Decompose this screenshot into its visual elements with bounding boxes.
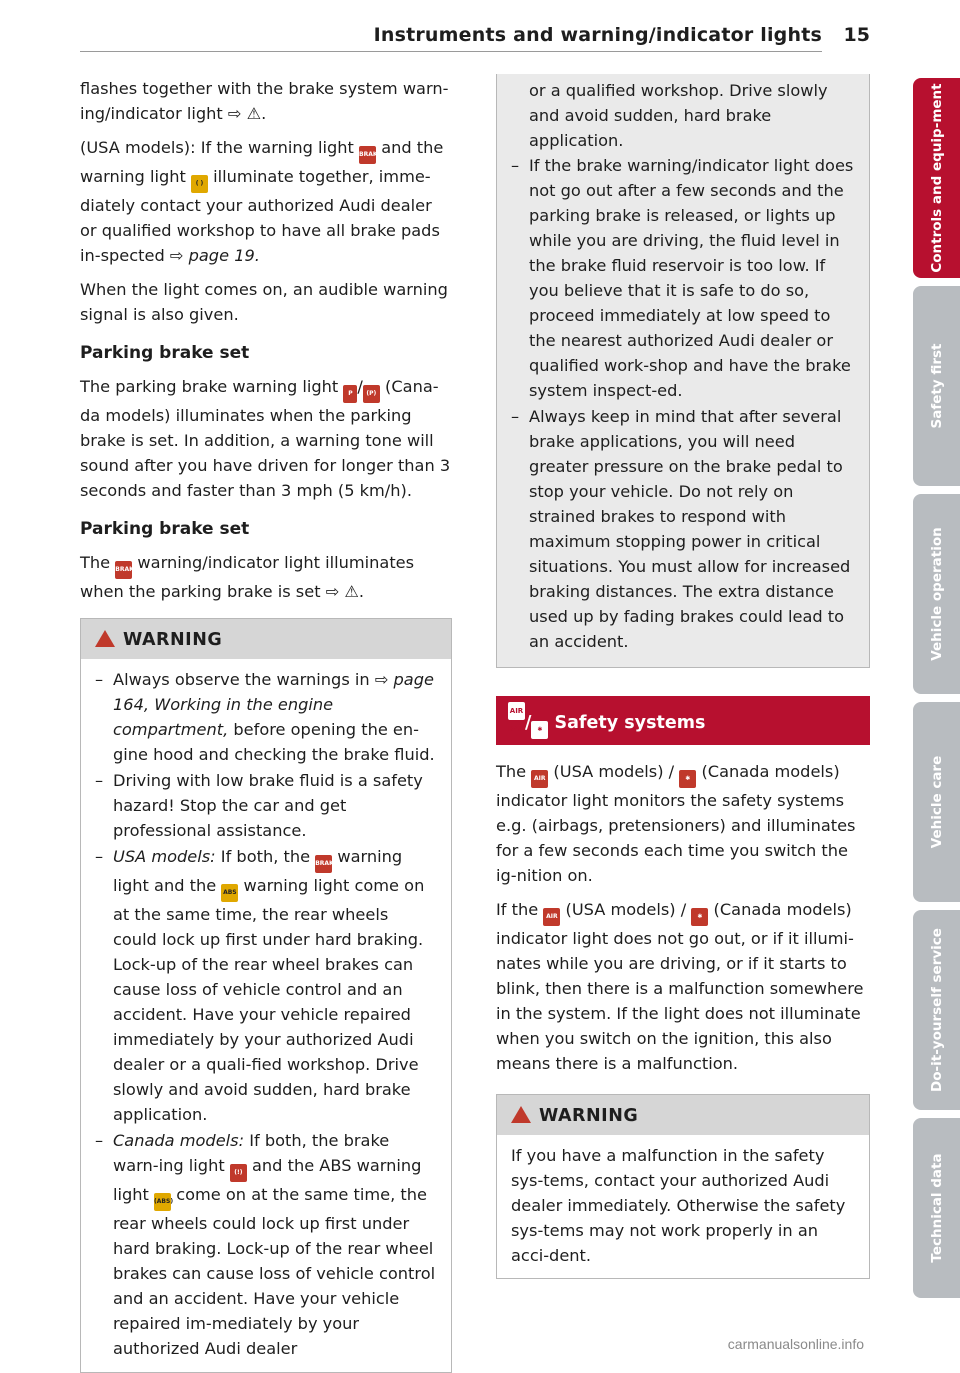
text: (USA models) / bbox=[553, 762, 675, 781]
text: If both, the bbox=[220, 847, 311, 866]
text: Always observe the warnings in bbox=[113, 670, 370, 689]
section-heading: AIR BAG/ ✱ Safety systems bbox=[496, 696, 870, 745]
abs-icon: ABS bbox=[221, 884, 238, 902]
tab-label: Vehicle care bbox=[928, 755, 945, 849]
text: Canada models: bbox=[113, 1131, 245, 1150]
text: warning light and the bbox=[113, 847, 403, 895]
text: The bbox=[80, 553, 111, 572]
list-item bbox=[95, 667, 437, 767]
warning-title: WARNING bbox=[539, 1106, 639, 1126]
text: If the bbox=[496, 900, 539, 919]
paragraph bbox=[80, 277, 452, 327]
right-column bbox=[496, 76, 870, 1279]
tab-safety-first[interactable] bbox=[913, 286, 960, 486]
warning-triangle-icon bbox=[511, 1106, 531, 1123]
warning-list bbox=[95, 667, 437, 1361]
text: before opening the en-gine hood and checking the brake fluid. bbox=[113, 720, 435, 764]
subheading: Parking brake set bbox=[80, 519, 250, 539]
text: (Canada models) indicator light monitors the safety systems e.g. (airbags, pretensioners) and illuminates for a few seconds each time you switch the ig-nition on. bbox=[496, 762, 856, 885]
airbag-icon: AIR bbox=[543, 908, 560, 926]
brake-warning-icon: BRAKE bbox=[315, 855, 332, 873]
list-item bbox=[511, 404, 855, 654]
list-item bbox=[511, 153, 855, 403]
text: The parking brake warning light bbox=[80, 377, 339, 396]
tab-vehicle-care[interactable] bbox=[913, 702, 960, 902]
airbag-icon: AIR bbox=[531, 770, 548, 788]
airbag-canada-icon: ✱ bbox=[679, 770, 696, 788]
text: and the ABS warning light bbox=[113, 1156, 422, 1204]
text-block: or a qualified workshop. Drive slowly and avoid sudden, hard brake application. bbox=[529, 81, 828, 150]
airbag-canada-icon: ✱ bbox=[691, 908, 708, 926]
warning-title: WARNING bbox=[123, 630, 223, 650]
airbag-canada-icon: ✱ bbox=[531, 721, 548, 739]
text: illuminate together, imme-diately contact your authorized Audi dealer or qualified workshop to have all brake pads in-spected bbox=[80, 167, 440, 265]
brake-warning-icon: BRAKE bbox=[115, 561, 132, 579]
tab-do-it-yourself-service[interactable] bbox=[913, 910, 960, 1110]
text: (Cana-da models) illuminates when the parking brake is set. In addition, a warning tone will sound after you have driven for longer than 3 seconds and faster than 3 mph (5 km/h). bbox=[80, 377, 451, 500]
abs-canada-icon: (ABS) bbox=[154, 1193, 171, 1211]
brake-pad-icon: ( ) bbox=[191, 175, 208, 193]
list-item bbox=[95, 1128, 437, 1361]
warning-body bbox=[81, 659, 451, 1372]
text: warning/indicator light illuminates when the parking brake is set ⇨ ⚠. bbox=[80, 553, 415, 601]
tab-label: Do-it-yourself service bbox=[928, 928, 945, 1092]
text: The bbox=[496, 762, 527, 781]
paragraph bbox=[496, 759, 870, 888]
parking-brake-canada-icon: (P) bbox=[363, 385, 380, 403]
text: If the brake warning/indicator light does not go out after a few seconds and the parking brake is released, or lights up while you are driving, the fluid level in the brake fluid reservoir is too low. If you believe that it is safe to do so, proceed immediately at low speed to the nearest authorized Audi dealer or qualified work-shop and have the brake system inspect-ed. bbox=[529, 156, 854, 400]
tab-technical-data[interactable] bbox=[913, 1118, 960, 1298]
tab-label: Safety first bbox=[928, 343, 945, 429]
watermark: carmanualsonline.info bbox=[727, 1336, 864, 1352]
paragraph bbox=[80, 135, 452, 268]
warning-body bbox=[497, 1135, 869, 1278]
text: When the light comes on, an audible warning signal is also given. bbox=[80, 280, 448, 324]
paragraph bbox=[80, 550, 452, 604]
parking-brake-icon: P bbox=[343, 385, 357, 403]
subheading: Parking brake set bbox=[80, 343, 250, 363]
page-reference[interactable]: ⇨ page 164, Working in the engine compartment, bbox=[113, 670, 434, 739]
text: (USA models): If the warning light bbox=[80, 138, 354, 157]
section-title: Safety systems bbox=[554, 713, 706, 733]
warning-continuation bbox=[496, 74, 870, 668]
text: Always keep in mind that after several brake applications, you will need greater pressure on the brake pedal to stop your vehicle. Do not rely on strained brakes to respond with maximum stopping power in critical situations. You must allow for increased braking distances. The extra distance used up by fading brakes could lead to an accident. bbox=[529, 407, 851, 651]
tab-label: Vehicle operation bbox=[928, 527, 945, 661]
text: flashes together with the brake system warn-ing/indicator light ⇨ ⚠. bbox=[80, 79, 449, 123]
page-number: 15 bbox=[843, 24, 870, 46]
tab-label: Technical data bbox=[928, 1153, 945, 1263]
list-item bbox=[95, 844, 437, 1127]
text: come on at the same time, the rear wheels could lock up first under hard braking. Lock-up of the rear wheel brakes can cause loss of vehicle control and an accident. Have your vehicle repaired im-mediately by your authorized Audi dealer bbox=[113, 1185, 436, 1358]
tab-label: Controls and equip-ment bbox=[928, 83, 945, 273]
paragraph bbox=[80, 76, 452, 126]
tab-controls-and-equipment[interactable] bbox=[913, 78, 960, 278]
page-header bbox=[80, 22, 870, 52]
paragraph bbox=[496, 897, 870, 1076]
text: (USA models) / bbox=[565, 900, 687, 919]
warning-list bbox=[511, 153, 855, 654]
warning-header bbox=[81, 619, 451, 659]
warning-header bbox=[497, 1095, 869, 1135]
text: Driving with low brake fluid is a safety hazard! Stop the car and get professional assistance. bbox=[113, 771, 423, 840]
airbag-icon: AIR BAG bbox=[508, 702, 525, 720]
warning-box bbox=[496, 1094, 870, 1279]
list-item bbox=[95, 768, 437, 843]
text: If both, the brake warn-ing light bbox=[113, 1131, 390, 1175]
left-column bbox=[80, 76, 452, 1373]
brake-warning-icon: BRAKE bbox=[359, 146, 376, 164]
text: USA models: bbox=[113, 847, 216, 866]
header-rule bbox=[80, 51, 822, 52]
text: and the warning light bbox=[80, 138, 444, 186]
text: warning light come on at the same time, the rear wheels could lock up first under hard braking. Lock-up of the rear wheel brakes can cause loss of vehicle control and an accident. Have your vehicle repaired immediately by your authorized Audi dealer or a quali-fied workshop. Drive slowly and avoid sudden, hard brake application. bbox=[113, 876, 425, 1124]
text: If you have a malfunction in the safety sys-tems, contact your authorized Audi dealer immediately. Otherwise the safety sys-tems may not work properly in an acci-dent. bbox=[511, 1146, 846, 1265]
header-title: Instruments and warning/indicator lights bbox=[373, 24, 822, 46]
brake-warning-canada-icon: (!) bbox=[230, 1164, 247, 1182]
warning-triangle-icon bbox=[95, 630, 115, 647]
warning-box bbox=[80, 618, 452, 1373]
paragraph: The parking brake warning light P / (P) (Cana-da models) illuminates when the parking brake is set. In addition, a warning tone will sound after you have driven for longer than 3 seconds and faster than 3 mph (5 km/h). bbox=[80, 377, 451, 500]
text: (Canada models) indicator light does not go out, or if it illumi-nates while you are driving, or if it starts to blink, then there is a malfunction somewhere in the system. If the light does not illuminate when you switch on the ignition, this also means there is a malfunction. bbox=[496, 900, 864, 1073]
page-reference[interactable]: ⇨ page 19. bbox=[169, 246, 260, 265]
tab-vehicle-operation[interactable] bbox=[913, 494, 960, 694]
